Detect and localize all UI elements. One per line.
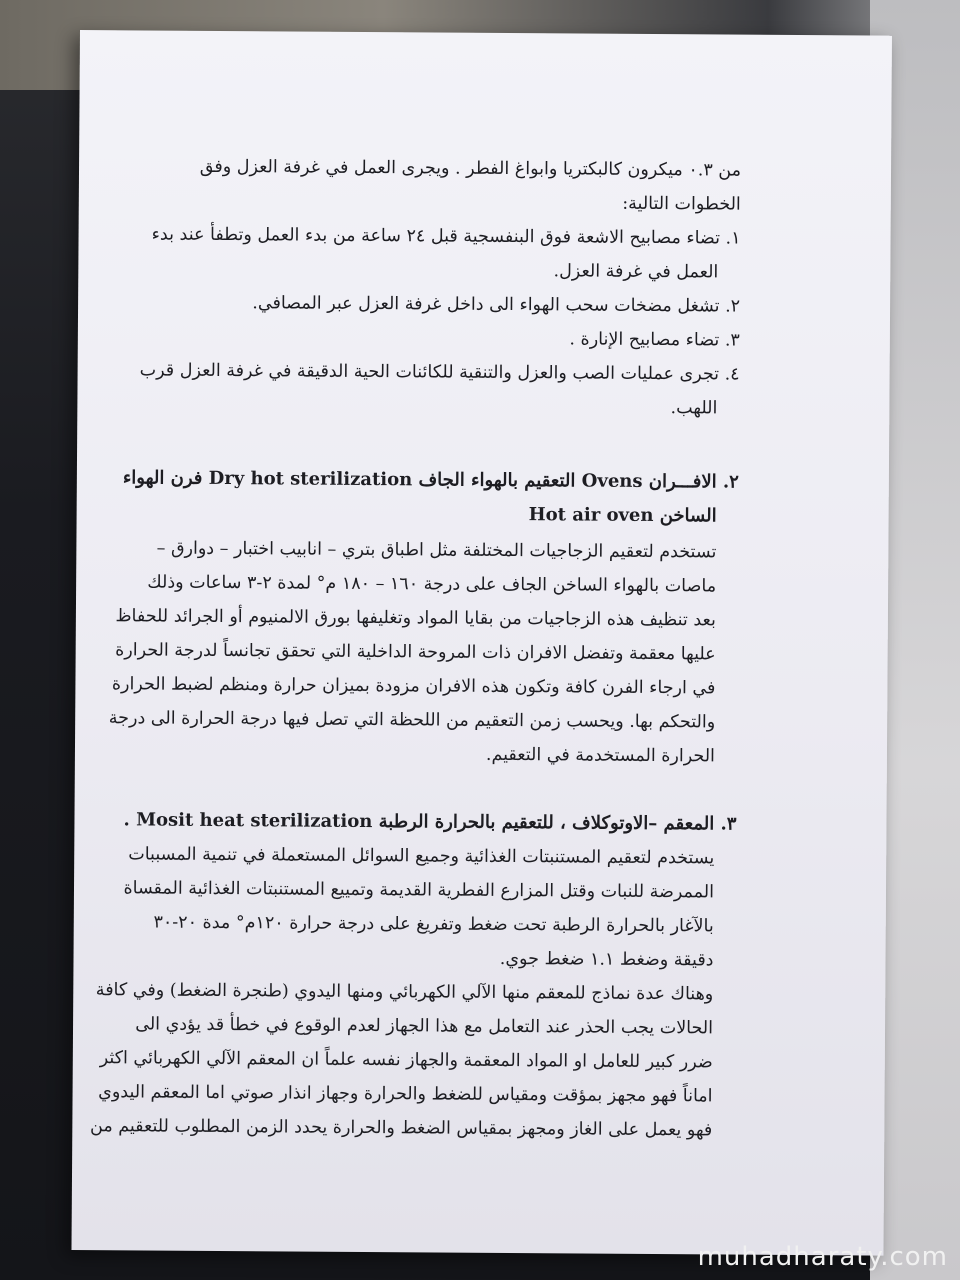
step-4-line-2: اللهب. (670, 398, 718, 419)
step-2: ٢. تشغل مضخات سحب الهواء الى داخل غرفة العزل عبر المصافي. (252, 293, 741, 317)
intro-line-1: من ٠.٣ ميكرون كالبكتريا وابواغ الفطر . ويجرى العمل في غرفة العزل وفق (199, 156, 742, 181)
section2-body-1: تستخدم لتعقيم الزجاجيات المختلفة مثل اطباق بتري – انابيب اختبار – دوارق – (156, 538, 717, 563)
section3-heading: ٣. المعقم –الاوتوكلاف ، للتعقيم بالحرارة الرطبة Mosit heat sterilization . (123, 809, 737, 835)
section3-body-9: فهو يعمل على الغاز ومجهز بمقياس الضغط والحرارة يحدد الزمن المطلوب للتعقيم من (89, 1116, 713, 1141)
section2-body-3: بعد تنظيف هذه الزجاجيات من بقايا المواد وتغليفها بورق الالمنيوم أو الجرائد للحفاظ (115, 606, 716, 631)
section3-body-8: اماناً فهو مجهز بمؤقت ومقياس للضغط والحرارة وجهاز انذار صوتي اما المعقم اليدوي (98, 1082, 713, 1107)
section2-body-5: في ارجاء الفرن كافة وتكون هذه الافران مزودة بميزان حرارة ومنظم لضبط الحرارة (111, 674, 716, 699)
section2-body-6: والتحكم بها. ويحسب زمن التعقيم من اللحظة التي تصل فيها درجة الحرارة الى درجة (108, 708, 716, 733)
step-1-line-1: ١. تضاء مصابيح الاشعة فوق البنفسجية قبل ٢٤ ساعة من بدء العمل وتطفأ عند بدء (151, 224, 741, 249)
section3-body-7: ضرر كبير للعامل او المواد المعقمة والجهاز نفسه علماً ان المعقم الآلي الكهربائي اكثر (99, 1048, 713, 1073)
section3-body-6: الحالات يجب الحذر عند التعامل مع هذا الجهاز لعدم الوقوع في خطأ قد يؤدي الى (135, 1014, 714, 1039)
site-watermark: muhadharaty.com (697, 1242, 948, 1272)
section2-body-2: ماصات بالهواء الساخن الجاف على درجة ١٦٠ – ١٨٠ م° لمدة ٢-٣ ساعات وذلك (147, 572, 717, 597)
document-page (71, 30, 891, 1256)
section2-heading-line-2: الساخن Hot air oven (528, 504, 717, 527)
step-4-line-1: ٤. تجرى عمليات الصب والعزل والتنقية للكائنات الحية الدقيقة في غرفة العزل قرب (139, 360, 740, 385)
section3-body-5: وهناك عدة نماذج للمعقم منها الآلي الكهربائي ومنها اليدوي (طنجرة الضغط) وفي كافة (95, 980, 714, 1005)
step-1-line-2: العمل في غرفة العزل. (553, 261, 719, 283)
section2-body-7: الحرارة المستخدمة في التعقيم. (485, 744, 716, 767)
section3-body-4: دقيقة وضغط ١.١ ضغط جوي. (499, 948, 714, 971)
section2-heading-line-1: ٢. الافـــران Ovens التعقيم بالهواء الجاف Dry hot sterilization فرن الهواء (122, 467, 739, 493)
section3-body-3: بالآغار بالحرارة الرطبة تحت ضغط وتفريغ على درجة حرارة ١٢٠م° مدة ٢٠-٣٠ (153, 912, 714, 937)
step-3: ٣. تضاء مصابيح الإنارة . (569, 329, 740, 351)
section2-body-4: عليها معقمة وتفضل الافران ذات المروحة الداخلية التي تحقق تجانساً لدرجة الحرارة (115, 640, 716, 665)
intro-line-2: الخطوات التالية: (622, 193, 741, 215)
section3-body-1: يستخدم لتعقيم المستنبتات الغذائية وجميع السوائل المستعملة في تنمية المسببات (128, 844, 715, 869)
section3-body-2: الممرضة للنبات وقتل المزارع الفطرية القديمة وتمييع المستنبتات الغذائية المقساة (123, 878, 715, 903)
